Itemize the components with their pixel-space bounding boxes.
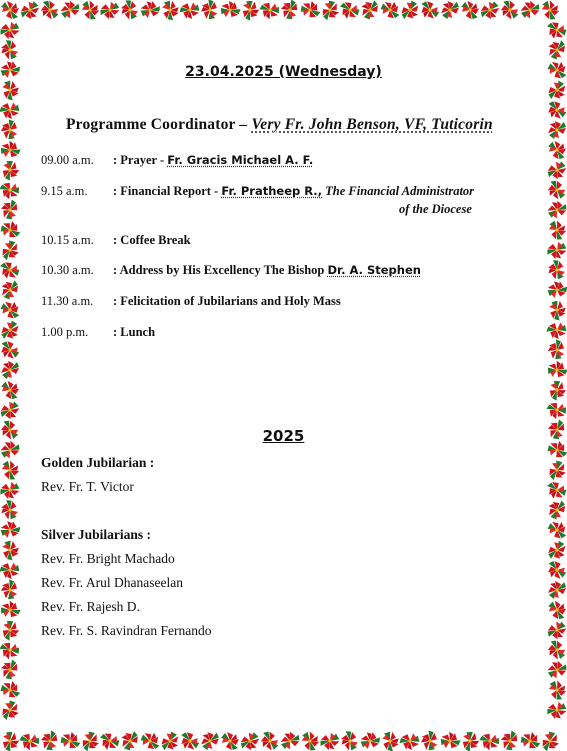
poinsettia-icon: [545, 418, 567, 443]
poinsettia-icon: [518, 729, 542, 751]
poinsettia-icon: [318, 0, 342, 22]
poinsettia-icon: [0, 678, 22, 702]
poinsettia-icon: [237, 0, 262, 23]
schedule-role: The Financial Administrator: [322, 184, 475, 198]
schedule-item: [113, 263, 421, 278]
poinsettia-icon: [538, 729, 562, 751]
poinsettia-icon: [98, 729, 122, 751]
silver-jubilarian-name: Rev. Fr. Arul Dhanaseelan: [41, 575, 183, 590]
poinsettia-icon: [544, 397, 567, 422]
poinsettia-icon: [0, 400, 20, 420]
schedule-time: 10.15 a.m.: [41, 233, 94, 247]
poinsettia-icon: [0, 238, 22, 262]
poinsettia-icon: [437, 728, 462, 751]
poinsettia-icon: [0, 137, 23, 162]
poinsettia-icon: [547, 160, 567, 180]
poinsettia-icon: [0, 458, 22, 481]
poinsettia-icon: [257, 0, 282, 23]
poinsettia-icon: [378, 729, 403, 751]
poinsettia-icon: [278, 0, 303, 22]
poinsettia-icon: [0, 597, 23, 622]
poinsettia-icon: [0, 18, 22, 41]
poinsettia-icon: [547, 600, 567, 620]
poinsettia-icon: [299, 730, 321, 751]
coordinator-name: Very Fr. John Benson, VF, Tuticorin: [251, 116, 493, 133]
poinsettia-icon: [0, 279, 21, 301]
poinsettia-icon: [17, 728, 42, 751]
poinsettia-icon: [0, 478, 22, 502]
poinsettia-icon: [359, 0, 382, 21]
poinsettia-icon: [0, 38, 22, 62]
schedule-person: Fr. Pratheep R.,: [221, 184, 323, 198]
poinsettia-icon: [240, 731, 260, 751]
poinsettia-icon: [58, 729, 83, 751]
golden-jubilarian-name: Rev. Fr. T. Victor: [41, 479, 134, 494]
poinsettia-icon: [546, 39, 567, 61]
silver-jubilarian-name: Rev. Fr. Bright Machado: [41, 551, 175, 566]
schedule-time: 11.30 a.m.: [41, 294, 94, 308]
poinsettia-icon: [546, 59, 567, 81]
poinsettia-icon: [480, 0, 500, 20]
poinsettia-icon: [201, 732, 220, 751]
poinsettia-icon: [0, 157, 23, 182]
poinsettia-icon: [0, 177, 23, 202]
poinsettia-icon: [0, 258, 22, 281]
poinsettia-icon: [548, 561, 567, 580]
poinsettia-icon: [544, 377, 567, 402]
poinsettia-icon: [180, 731, 200, 751]
poinsettia-icon: [498, 729, 523, 751]
poinsettia-icon: [544, 357, 567, 382]
poinsettia-icon: [177, 0, 202, 23]
poinsettia-icon: [0, 218, 22, 242]
schedule-item-text: : Financial Report -: [113, 184, 222, 198]
poinsettia-icon: [519, 0, 541, 21]
schedule-item-text: : Prayer -: [113, 153, 168, 167]
poinsettia-icon: [358, 729, 382, 751]
poinsettia-icon: [0, 380, 19, 399]
poinsettia-icon: [545, 458, 567, 482]
poinsettia-icon: [379, 0, 401, 21]
poinsettia-icon: [548, 581, 566, 599]
poinsettia-icon: [0, 97, 23, 122]
poinsettia-icon: [279, 730, 301, 751]
poinsettia-icon: [139, 730, 161, 751]
schedule-time: 1.00 p.m.: [41, 325, 89, 339]
poinsettia-icon: [547, 80, 567, 101]
schedule-time: 9.15 a.m.: [41, 184, 88, 198]
poinsettia-icon: [1, 361, 19, 379]
golden-jubilarian-heading: Golden Jubilarian :: [41, 455, 155, 470]
coordinator-label: Programme Coordinator –: [66, 116, 252, 133]
event-date-heading: 23.04.2025 (Wednesday): [185, 64, 382, 80]
poinsettia-icon: [338, 729, 362, 751]
poinsettia-icon: [0, 638, 22, 663]
poinsettia-icon: [20, 0, 39, 19]
poinsettia-icon: [545, 238, 567, 262]
poinsettia-icon: [260, 731, 281, 751]
poinsettia-icon: [221, 732, 239, 750]
poinsettia-icon: [546, 219, 567, 242]
poinsettia-icon: [1, 1, 19, 19]
jubilee-year-heading: 2025: [262, 427, 305, 445]
poinsettia-icon: [546, 639, 567, 661]
poinsettia-icon: [546, 479, 567, 502]
poinsettia-icon: [0, 698, 22, 721]
poinsettia-icon: [118, 0, 142, 22]
poinsettia-icon: [338, 0, 361, 22]
poinsettia-icon: [544, 337, 567, 362]
poinsettia-icon: [544, 317, 567, 342]
poinsettia-icon: [0, 198, 22, 223]
poinsettia-icon: [0, 518, 22, 543]
poinsettia-icon: [545, 698, 567, 722]
schedule-item: [113, 184, 474, 199]
poinsettia-icon: [545, 18, 567, 41]
poinsettia-icon: [197, 0, 222, 23]
poinsettia-icon: [0, 439, 21, 461]
poinsettia-icon: [477, 728, 502, 751]
schedule-item-text: : Lunch: [113, 325, 156, 339]
poinsettia-icon: [138, 0, 162, 22]
poinsettia-icon: [78, 729, 102, 751]
poinsettia-icon: [548, 141, 567, 160]
poinsettia-icon: [0, 498, 22, 522]
poinsettia-icon: [441, 1, 460, 20]
poinsettia-icon: [548, 121, 566, 139]
poinsettia-icon: [547, 100, 567, 120]
poinsettia-icon: [0, 419, 21, 440]
schedule-item-text: : Felicitation of Jubilarians and Holy Mass: [113, 294, 341, 308]
poinsettia-icon: [544, 297, 567, 322]
poinsettia-icon: [0, 320, 20, 340]
silver-jubilarians-heading: Silver Jubilarians :: [41, 527, 152, 542]
schedule-role-continuation: of the Diocese: [399, 202, 472, 216]
program-page: [22, 22, 545, 729]
poinsettia-icon: [500, 0, 521, 20]
poinsettia-icon: [546, 499, 567, 521]
poinsettia-icon: [0, 117, 23, 142]
poinsettia-icon: [547, 620, 567, 641]
schedule-time: 10.30 a.m.: [41, 263, 94, 277]
poinsettia-icon: [0, 728, 23, 751]
poinsettia-icon: [400, 0, 421, 20]
poinsettia-icon: [545, 438, 567, 462]
poinsettia-icon: [0, 577, 23, 602]
schedule-item-text: : Address by His Excellency The Bishop: [113, 263, 328, 277]
poinsettia-icon: [79, 0, 101, 21]
schedule-item: [113, 153, 313, 168]
poinsettia-icon: [159, 730, 180, 751]
programme-coordinator: [66, 116, 493, 134]
poinsettia-icon: [0, 58, 22, 83]
poinsettia-icon: [545, 278, 567, 303]
poinsettia-icon: [119, 730, 142, 751]
poinsettia-icon: [545, 678, 567, 701]
schedule-person: Fr. Gracis Michael A. F.: [167, 153, 314, 167]
poinsettia-icon: [217, 0, 242, 23]
poinsettia-icon: [546, 519, 567, 540]
poinsettia-icon: [546, 659, 567, 681]
poinsettia-icon: [98, 0, 121, 22]
poinsettia-icon: [546, 199, 567, 221]
poinsettia-icon: [0, 340, 19, 359]
schedule-item-text: : Coffee Break: [113, 233, 191, 247]
schedule-time: 09.00 a.m.: [41, 153, 94, 167]
poinsettia-icon: [547, 540, 567, 560]
poinsettia-icon: [546, 179, 567, 200]
poinsettia-icon: [59, 0, 80, 21]
poinsettia-icon: [0, 557, 23, 582]
silver-jubilarian-name: Rev. Fr. Rajesh D.: [41, 599, 140, 614]
silver-jubilarian-name: Rev. Fr. S. Ravindran Fernando: [41, 623, 212, 638]
poinsettia-icon: [0, 78, 22, 103]
poinsettia-icon: [457, 728, 482, 751]
poinsettia-icon: [37, 728, 62, 751]
poinsettia-icon: [417, 728, 442, 751]
poinsettia-icon: [0, 537, 23, 562]
poinsettia-icon: [461, 1, 480, 20]
poinsettia-icon: [158, 0, 183, 22]
poinsettia-icon: [40, 0, 60, 20]
poinsettia-icon: [420, 0, 440, 20]
poinsettia-icon: [0, 617, 23, 642]
poinsettia-icon: [539, 0, 562, 21]
poinsettia-icon: [298, 0, 323, 22]
poinsettia-icon: [318, 729, 341, 751]
poinsettia-icon: [0, 658, 22, 683]
schedule-person: Dr. A. Stephen: [327, 263, 421, 277]
poinsettia-icon: [545, 258, 567, 282]
poinsettia-icon: [0, 299, 21, 320]
poinsettia-icon: [397, 728, 422, 751]
